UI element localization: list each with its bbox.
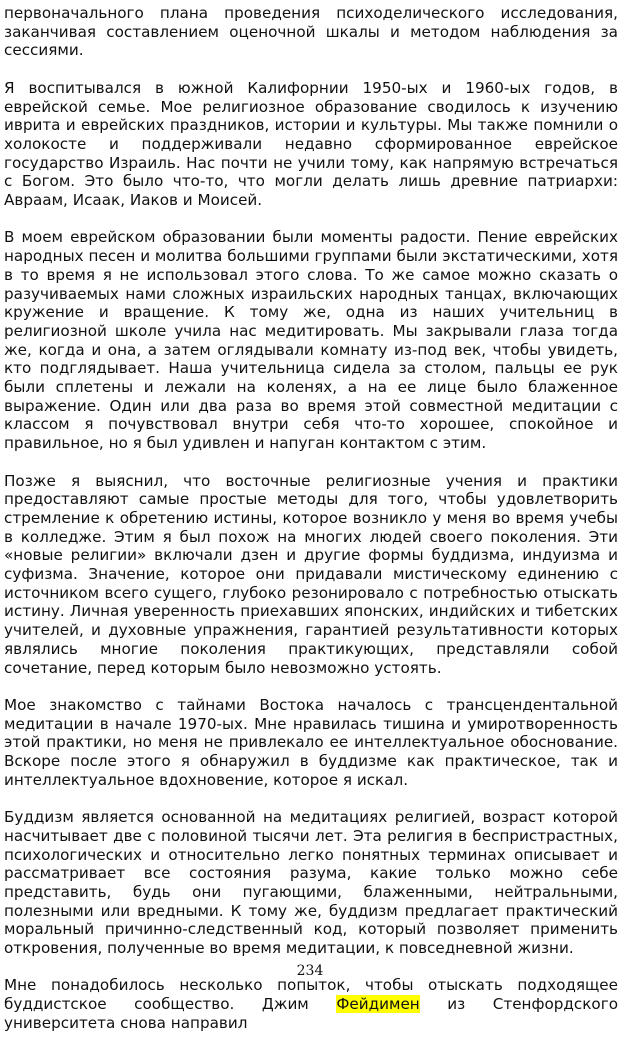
paragraph-4: Позже я выяснил, что восточные религиозные учения и практики предоставляют самые простые методы для того, чтобы удовлетворить стремление к обретению истины, которое возникло у меня во время учебы в колледже. Этим я был похож на многих людей своего поколения. Эти «новые религии» включали дзен и другие формы буддизма, индуизма и суфизма. Значение, которое они придавали мистическому единению с источником всего сущего, глубоко резонировало с потребностью отыскать истину. Личная уверенность приехавших японских, индийских и тибетских учителей, и духовные упражнения, гарантией результативности которых являлись многие поколения практикующих, представляли собой сочетание, перед которым было невозможно устоять. [4,471,618,677]
paragraph-7-start: Мне понадобилось несколько попыток, чтобы отыскать подходящее буддистское сообщество. Джим [4,976,618,1014]
paragraph-6: Буддизм является основанной на медитациях религией, возраст которой насчитывает две с половиной тысячи лет. Эта религия в беспристрастных, психологических и относительно легко понятных терминах описывает и рассматривает все состояния разума, какие только можно себе представить, будь они пугающими, блаженными, нейтральными, полезными или вредными. К тому же, буддизм предлагает практический моральный причинно-следственный код, который позволяет применить откровения, полученные во время медитации, к повседневной жизни. [4,808,618,958]
page-number: 234 [296,963,324,979]
highlighted-word: Фейдимен [336,995,420,1014]
paragraph-5: Мое знакомство с тайнами Востока началось с трансцендентальной медитации в начале 1970-ых. Мне нравилась тишина и умиротворенность этой практики, но меня не привлекало ее интеллектуальное обоснование. Вскоре после этого я обнаружил в буддизме как практическое, так и интеллектуальное вдохновение, которое я искал. [4,695,618,789]
paragraph-3: В моем еврейском образовании были моменты радости. Пение еврейских народных песен и молитва большими группами были экстатическими, хотя в то время я не использовал этого слова. То же самое можно сказать о разучиваемых нами сложных израильских народных танцах, включающих кружение и вращение. К тому же, одна из наших учительниц в религиозной школе учила нас медитировать. Мы закрывали глаза тогда же, когда и она, а затем оглядывали комнату из-под век, чтобы увидеть, кто подглядывает. Наша учительница сидела за столом, пальцы ее рук были сплетены и лежали на коленях, а на ее лице было блаженное выражение. Один или два раза во время этой совместной медитации с классом я почувствовал внутри себя что-то хорошее, спокойное и правильное, но я был удивлен и напуган контактом с этим. [4,228,618,453]
paragraph-7 [4,976,618,1032]
paragraph-7-end: из Стенфордского университета снова направил [4,995,618,1032]
paragraph-2: Я воспитывался в южной Калифорнии 1950-ых и 1960-ых годов, в еврейской семье. Мое религиозное образование сводилось к изучению иврита и еврейских праздников, истории и культуры. Мы также помнили о холокосте и поддерживали недавно сформированное еврейское государство Израиль. Нас почти не учили тому, как напрямую встречаться с Богом. Это было что-то, что могли делать лишь древние патриархи: Авраам, Исаак, Иаков и Моисей. [4,78,618,210]
document-page [4,4,618,1051]
paragraph-1: первоначального плана проведения психоделического исследования, заканчивая составлением оценочной шкалы и методом наблюдения за сессиями. [4,4,618,60]
